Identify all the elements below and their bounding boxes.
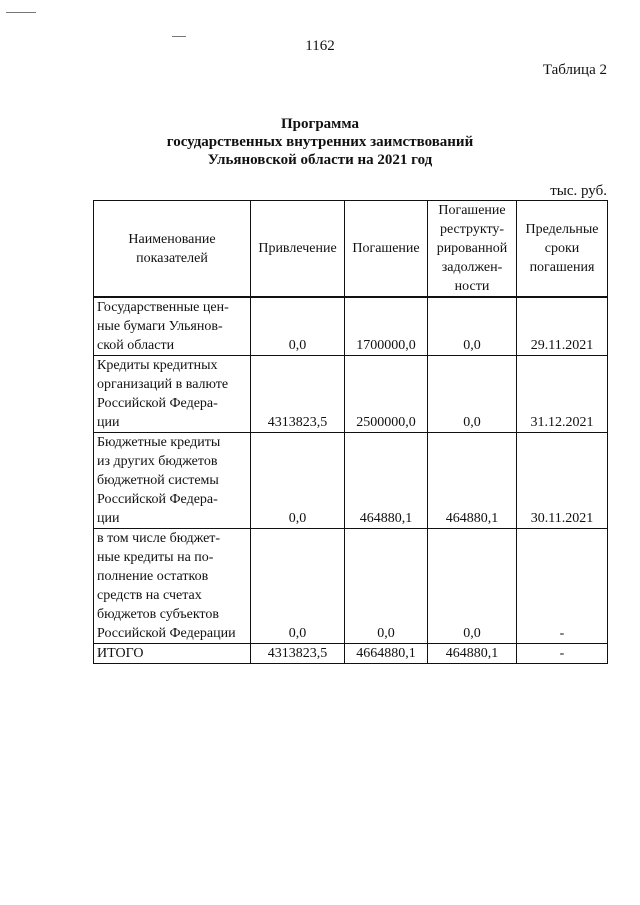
repayment-value: 0,0 (345, 529, 428, 644)
title-line: Ульяновской области на 2021 год (207, 152, 433, 168)
borrowing-program-table (93, 200, 608, 664)
attraction-value: 0,0 (251, 433, 345, 529)
repayment-value: 1700000,0 (345, 298, 428, 356)
row-name: в том числе бюджет- ные кредиты на по- полнение остатков средств на счетах бюджетов субъектов Российской Федерации (94, 529, 251, 644)
restructured-value: 0,0 (428, 298, 517, 356)
total-attraction: 4313823,5 (251, 644, 345, 664)
header-row (94, 201, 608, 297)
restructured-value: 0,0 (428, 356, 517, 433)
attraction-value: 0,0 (251, 529, 345, 644)
title-line: Программа (281, 116, 359, 132)
row-name: Кредиты кредитных организаций в валюте Российской Федера- ции (94, 356, 251, 433)
table-row (94, 433, 608, 529)
total-row (94, 644, 608, 664)
table-label: Таблица 2 (542, 62, 607, 78)
restructured-value: 0,0 (428, 529, 517, 644)
page-number: 1162 (305, 38, 335, 54)
document-title (0, 115, 640, 169)
table-row (94, 298, 608, 356)
repayment-value: 464880,1 (345, 433, 428, 529)
term-value: 29.11.2021 (517, 298, 608, 356)
row-name: Государственные цен- ные бумаги Ульянов- ской области (94, 298, 251, 356)
header-repayment-terms: Предельные сроки погашения (517, 201, 608, 297)
attraction-value: 0,0 (251, 298, 345, 356)
table-row (94, 356, 608, 433)
total-repayment: 4664880,1 (345, 644, 428, 664)
header-attraction: Привлечение (251, 201, 345, 297)
header-repayment: Погашение (345, 201, 428, 297)
term-value: 31.12.2021 (517, 356, 608, 433)
total-label: ИТОГО (94, 644, 251, 664)
title-line: государственных внутренних заимствований (166, 134, 474, 150)
repayment-value: 2500000,0 (345, 356, 428, 433)
scan-speck (6, 12, 36, 13)
header-restructured-repayment: Погашение реструкту- рированной задолжен- ности (428, 201, 517, 297)
header-name: Наименование показателей (94, 201, 251, 297)
scan-speck (172, 36, 186, 37)
total-term: - (517, 644, 608, 664)
attraction-value: 4313823,5 (251, 356, 345, 433)
row-name: Бюджетные кредиты из других бюджетов бюджетной системы Российской Федера- ции (94, 433, 251, 529)
term-value: 30.11.2021 (517, 433, 608, 529)
term-value: - (517, 529, 608, 644)
units-label: тыс. руб. (550, 183, 607, 199)
table-row (94, 529, 608, 644)
total-restructured: 464880,1 (428, 644, 517, 664)
restructured-value: 464880,1 (428, 433, 517, 529)
